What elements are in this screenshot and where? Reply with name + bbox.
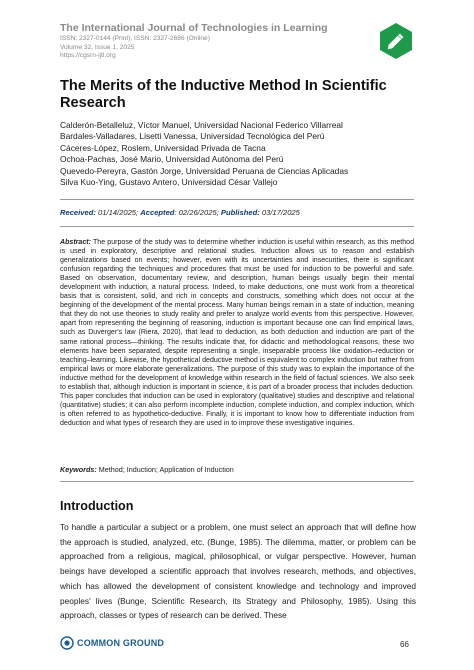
keywords-text: Method; Induction; Application of Induction	[98, 465, 234, 474]
received-label: Received:	[60, 208, 96, 217]
published-date: 03/17/2025	[261, 208, 300, 217]
common-ground-icon	[60, 636, 74, 650]
journal-issn: ISSN: 2327-0144 (Print), ISSN: 2327-2686 (Online)	[60, 35, 210, 42]
author-entry: Calderón-Betalleluz, Víctor Manuel, Universidad Nacional Federico Villarreal	[60, 120, 343, 130]
introduction-text: To handle a particular a subject or a problem, one must select an approach that will define how the approach is studied, analyzed, etc. (Bunge, 1985). The dilemma, matter, or problem can be approached from a religious, magical, philosophical, or vulgar perspective. However, human beings have developed a scientific approach that involves research, methods, and objectives, which has allowed the development of consistent knowledge and technology and improved peoples' lives (Bunge, Scientific Research, its Strategy and Philosophy, 1985). Using this approach, classes or types of research can be derived. These	[60, 522, 416, 621]
publication-dates	[60, 208, 300, 217]
keywords	[60, 465, 234, 474]
abstract	[60, 238, 414, 428]
author-list	[60, 120, 440, 188]
publisher-name: COMMON GROUND	[77, 638, 165, 648]
accepted-date: : 02/26/2025;	[174, 208, 219, 217]
publisher-logo	[60, 636, 164, 650]
received-date: 01/14/2025;	[98, 208, 139, 217]
paper-title: The Merits of the Inductive Method In Scientific Research	[60, 78, 387, 111]
author-entry: Bardales-Valladares, Lisetti Vanessa, Universidad Tecnológica del Perú	[60, 131, 325, 142]
abstract-label: Abstract:	[60, 239, 91, 246]
author-entry: Silva Kuo-Ying, Gustavo Antero, Universidad César Vallejo	[60, 177, 278, 188]
journal-url[interactable]: https://cgsrn-ijtl.org	[60, 52, 116, 60]
keywords-label: Keywords:	[60, 465, 97, 474]
author-entry: Quevedo-Pereyra, Gastón Jorge, Universidad Peruana de Ciencias Aplicadas	[60, 165, 349, 176]
page-number: 66	[400, 640, 409, 649]
abstract-text: The purpose of the study was to determine whether induction is useful within research, as this method is used in exploratory, descriptive and relational studies. Induction allows us to reason and establish generalizations based on events; however, even with its uncertainties and insecurities, there is significant confusion regarding the techniques and procedures that must be used for induction to be powerful and safe. Based on observation, documentary review, and description, human beings usually begin their mental development with induction, a natural process. Indeed, to make deductions, one must work from a theoretical basis that is consistent, solid, and rich in concepts and constructs, something which does not occur at the beginning of the development of the mental process. Many human beings remain in a state of induction, meaning that they do not use theories to study reality and prefer to analyze world events from this perspective. However, apart from representing the beginning of reasoning, induction is important because one can find empirical laws, such as Duverger's law (Riera, 2020), that lead to deduction, as both deduction and induction are part of the same rational process—thinking. The results indicate that, for didactic and methodological reasons, these two elements have been separated, despite representing a single, inseparable process like oxidation–reduction or teaching–learning. Likewise, the hypothetical deductive method is equivalent to complex induction but rather from empirical laws or more elaborate generalizations. The purpose of this study was to explain the importance of the inductive method for the development of knowledge within research in the field of factual sciences. We also seek to establish that, although induction is important in science, it is part of a broader process that includes deduction. This paper concludes that induction can be used in exploratory (qualitative) studies and descriptive and relational (quantitative) studies; it can also perform incomplete induction, complete induction, and complex induction, which is often referred to as hypothetico-deductive. Finally, it is important to know how to differentiate induction from deduction and what types of research they are used in to improve these investigative inquiries.	[60, 239, 414, 427]
published-label: Published:	[220, 208, 260, 217]
divider-top	[60, 199, 414, 200]
introduction-heading: Introduction	[60, 499, 134, 513]
pencil-icon	[378, 22, 414, 60]
article-badge	[378, 22, 414, 60]
journal-volume: Volume 32, Issue 1, 2025	[60, 43, 135, 51]
accepted-label: Accepted	[140, 208, 175, 217]
author-entry: Cáceres-López, Roslem, Universidad Privada de Tacna	[60, 142, 266, 153]
journal-header	[60, 22, 360, 61]
author-entry: Ochoa-Pachas, José Mario, Universidad Autónoma del Perú	[60, 154, 284, 165]
journal-name: The International Journal of Technologies in Learning	[60, 22, 328, 34]
divider-middle	[60, 226, 414, 227]
divider-bottom	[60, 481, 414, 482]
